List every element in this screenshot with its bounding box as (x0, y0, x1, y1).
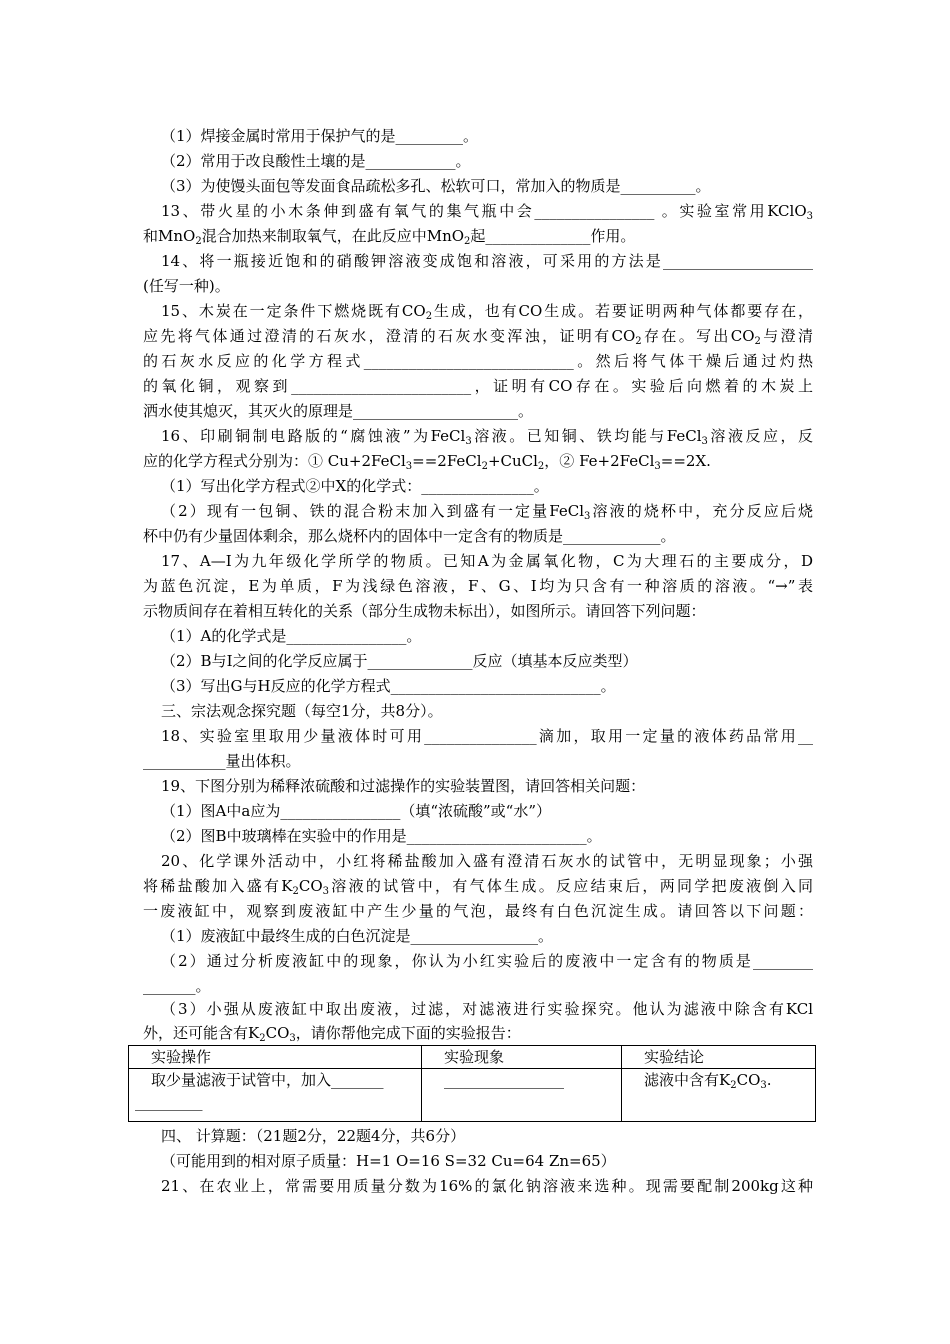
q16-2-line1: （2）现有一包铜、铁的混合粉末加入到盛有一定量FeCl$_3$溶液的烧杯中，充分反应后烧 (161, 502, 813, 522)
operation-line-1: 取少量滤液于试管中，加入_______ (151, 1071, 384, 1089)
q13-line2: 和MnO$_2$混合加热来制取氧气，在此反应中MnO$_2$起______________作用。 (143, 227, 636, 247)
q15-line5: 洒水使其熄灭，其灭火的原理是______________________。 (143, 402, 534, 420)
q17-line3: 示物质间存在着相互转化的关系（部分生成物未标出），如图所示。请回答下列问题： (143, 602, 706, 620)
cell-phenomenon: ________________ (422, 1069, 622, 1122)
experiment-report-table (128, 1045, 816, 1122)
q12-1: （1）焊接金属时常用于保护气的是_________。 (161, 127, 479, 145)
header-conclusion: 实验结论 (622, 1046, 816, 1069)
q19-2: （2）图B中玻璃棒在实验中的作用是________________________。 (161, 827, 602, 845)
q16-line2: 应的化学方程式分别为：① Cu+2FeCl$_3$==2FeCl$_2$+CuCl$_2$，② Fe+2FeCl$_3$==2X. (143, 452, 711, 472)
operation-line-2: _________ (135, 1093, 203, 1111)
q17-1: （1）A的化学式是________________。 (161, 627, 422, 645)
q17-3: （3）写出G与H反应的化学方程式____________________________。 (161, 677, 616, 695)
section-four-heading: 四、 计算题：（21题2分，22题4分，共6分） (161, 1127, 466, 1145)
q16-2-line2: 杯中仍有少量固体剩余，那么烧杯内的固体中一定含有的物质是_____________。 (143, 527, 676, 545)
cell-conclusion: 滤液中含有$K_2CO_3$. (622, 1069, 816, 1122)
table-row (129, 1069, 816, 1122)
q20-2-line2: _______。 (143, 977, 211, 995)
q12-3: （3）为使馒头面包等发面食品疏松多孔、松软可口，常加入的物质是__________。 (161, 177, 711, 195)
q20-2-line1: （2）通过分析废液缸中的现象，你认为小红实验后的废液中一定含有的物质是________ (161, 952, 813, 970)
header-phenomenon: 实验现象 (422, 1046, 622, 1069)
q15-line2: 应先将气体通过澄清的石灰水，澄清的石灰水变浑浊，证明有$CO_2$存在。写出$CO_2$与澄清 (143, 327, 813, 347)
q20-line3: 一废液缸中，观察到废液缸中产生少量的气泡，最终有白色沉淀生成。请回答以下问题： (143, 902, 813, 920)
q17-2: （2）B与I之间的化学反应属于______________反应（填基本反应类型） (161, 652, 638, 670)
q15-line3: 的石灰水反应的化学方程式____________________________。然后将气体干燥后通过灼热 (143, 352, 813, 370)
q13-line1: 13、带火星的小木条伸到盛有氧气的集气瓶中会________________ 。实验室常用KClO$_3$ (161, 202, 813, 222)
q21-line1: 21、在农业上，常需要用质量分数为16%的氯化钠溶液来选种。现需要配制200kg这种 (161, 1177, 813, 1195)
table-header-row (129, 1046, 816, 1069)
q16-line1: 16、印刷铜制电路版的“腐蚀液”为FeCl$_3$溶液。已知铜、铁均能与FeCl$_3$溶液反应，反 (161, 427, 813, 447)
atomic-masses-note: （可能用到的相对原子质量：H=1 O=16 S=32 Cu=64 Zn=65） (161, 1152, 616, 1170)
q17-line1: 17、A—I为九年级化学所学的物质。已知A为金属氧化物，C为大理石的主要成分，D (161, 552, 813, 570)
section-three-heading: 三、宗法观念探究题（每空1分，共8分）。 (161, 702, 443, 720)
header-operation: 实验操作 (129, 1046, 422, 1069)
q18-line2: ___________量出体积。 (143, 752, 301, 770)
q20-3-line1: （3）小强从废液缸中取出废液，过滤，对滤液进行实验探究。他认为滤液中除含有KCl (161, 1000, 813, 1018)
q15-line1: 15、木炭在一定条件下燃烧既有$CO_2$生成，也有CO生成。若要证明两种气体都要存在， (161, 302, 813, 322)
q12-2: （2）常用于改良酸性土壤的是____________。 (161, 152, 471, 170)
q20-3-line2: 外，还可能含有$K_2CO_3$，请你帮他完成下面的实验报告： (143, 1024, 521, 1044)
q14-line2: (任写一种)。 (143, 277, 230, 295)
q18-line1: 18、实验室里取用少量液体时可用_______________滴加，取用一定量的液体药品常用__ (161, 727, 813, 745)
q20-1: （1）废液缸中最终生成的白色沉淀是_________________。 (161, 927, 554, 945)
cell-operation (129, 1069, 422, 1122)
q20-line1: 20、化学课外活动中，小红将稀盐酸加入盛有澄清石灰水的试管中，无明显现象；小强 (161, 852, 813, 870)
q17-line2: 为蓝色沉淀，E为单质，F为浅绿色溶液，F、G、I均为只含有一种溶质的溶液。“→”表 (143, 577, 813, 595)
q14-line1: 14、将一瓶接近饱和的硝酸钾溶液变成饱和溶液，可采用的方法是____________________ (161, 252, 813, 270)
q16-1: （1）写出化学方程式②中X的化学式：_______________。 (161, 477, 549, 495)
q20-line2: 将稀盐酸加入盛有$K_2CO_3$溶液的试管中，有气体生成。反应结束后，两同学把废液倒入同 (143, 877, 813, 897)
q19-line1: 19、下图分别为稀释浓硫酸和过滤操作的实验装置图，请回答相关问题： (161, 777, 646, 795)
q19-1: （1）图A中a应为________________（填“浓硫酸”或“水”） (161, 802, 551, 820)
q15-line4: 的氧化铜，观察到________________________，证明有CO存在。实验后向燃着的木炭上 (143, 377, 813, 395)
